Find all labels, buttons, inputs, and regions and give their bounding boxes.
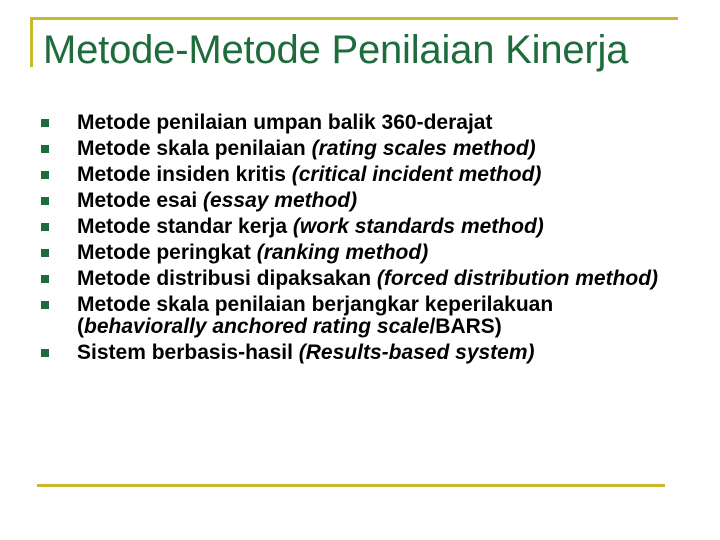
list-item [38,138,678,160]
square-bullet-icon [41,349,49,357]
list-item [38,268,678,290]
item-text: Metode distribusi dipaksakan [77,267,377,290]
item-italic-text: behaviorally anchored rating scale [84,315,430,338]
item-italic-text: (forced distribution method) [376,267,659,290]
item-italic-text: (essay method) [203,189,358,212]
slide-title: Metode-Metode Penilaian Kinerja [43,28,629,72]
item-text: Metode peringkat [77,241,257,264]
item-italic-text: (rating scales method) [311,137,536,160]
item-text: Metode skala penilaian [77,137,312,160]
square-bullet-icon [41,223,49,231]
item-italic-text: (critical incident method) [291,163,542,186]
item-tail-text: /BARS) [429,315,502,338]
square-bullet-icon [41,249,49,257]
square-bullet-icon [41,171,49,179]
item-italic-text: (work standards method) [292,215,544,238]
list-item [38,164,678,186]
item-italic-text: (Results-based system) [298,341,535,364]
item-text: Sistem berbasis-hasil [77,341,299,364]
list-item [38,216,678,238]
list-item [38,190,678,212]
list-item [38,342,678,364]
square-bullet-icon [41,145,49,153]
item-italic-text: (ranking method) [256,241,429,264]
square-bullet-icon [41,275,49,283]
item-text: Metode insiden kritis [77,163,292,186]
item-text: Metode skala penilaian berjangkar keperilakuan ( [77,293,554,338]
item-text: Metode standar kerja [77,215,293,238]
bottom-divider [37,484,665,487]
item-text: Metode esai [77,189,204,212]
bullet-list [38,112,678,368]
square-bullet-icon [41,301,49,309]
square-bullet-icon [41,119,49,127]
list-item [38,294,678,338]
top-divider [30,17,678,20]
left-divider [30,17,33,67]
list-item [38,112,678,134]
square-bullet-icon [41,197,49,205]
list-item [38,242,678,264]
item-text: Metode penilaian umpan balik 360-derajat [77,111,493,134]
